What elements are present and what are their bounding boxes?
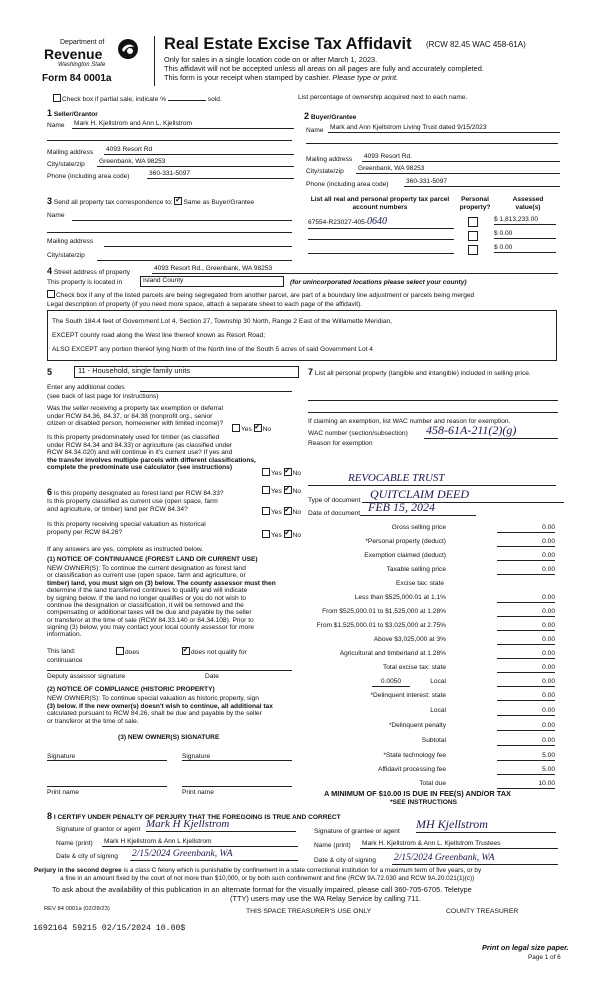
exemption-question (47, 405, 223, 428)
tax-label: Total excise tax: state (382, 664, 446, 671)
signature-label: Signature (182, 753, 211, 760)
grantor-signature[interactable]: Mark H Kjellstrom (146, 818, 296, 832)
corr-name-line2 (47, 232, 292, 233)
tax-label: *Personal property (deduct) (365, 538, 446, 545)
tax-label: Above $3,025,000 at 3% (373, 636, 446, 643)
tax-value[interactable]: 5.00 (497, 752, 555, 761)
certify: 8 I CERTIFY UNDER PENALTY OF PERJURY THAT THE FOREGOING IS TRUE AND CORRECT (47, 811, 341, 821)
corr-city-line[interactable] (97, 260, 292, 261)
print-name-label: Print name (47, 789, 79, 796)
continuance-heading: (1) NOTICE OF CONTINUANCE (FOREST LAND OR CURRENT USE) (47, 556, 258, 563)
seller-mail-label: Mailing address (47, 149, 94, 156)
tax-label: Subtotal (421, 737, 446, 744)
grantor-sig-label: Signature of grantor or agent (56, 826, 141, 833)
seller-name-line2 (47, 140, 292, 141)
seller-city-label: City/state/zip (47, 161, 85, 168)
seller-heading: 1 Seller/Grantor (47, 108, 98, 118)
wac-label: WAC number (section/subsection) (308, 430, 408, 437)
deputy-sig-line[interactable] (47, 670, 292, 671)
logo-state: Washington State (58, 62, 106, 68)
tax-label: Gross selling price (391, 524, 446, 531)
seller-name[interactable]: Mark H. Kjellstrom and Ann L. Kjellstrom (72, 120, 294, 129)
logo-dept: Department of (60, 39, 105, 46)
owner-print-line[interactable] (182, 786, 292, 787)
p-line: continue the designation or classification, it will be removed and the (47, 601, 244, 609)
parcel-row (308, 230, 558, 242)
tax-value[interactable]: 0.00 (497, 722, 555, 731)
signature-label: Signature (47, 753, 76, 760)
minimum-due: A MINIMUM OF $10.00 IS DUE IN FEE(S) AND/OR TAX (324, 789, 511, 798)
tax-value[interactable]: 0.00 (497, 552, 555, 561)
tax-label: Excise tax: state (396, 580, 445, 587)
q-line: complete the predominate use calculator (see instructions) (47, 464, 233, 472)
tax-value[interactable]: 0.00 (497, 707, 555, 716)
header-note-3: This form is your receipt when stamped by cashier. Please type or print. (164, 73, 399, 82)
does-option: does (116, 647, 139, 657)
exemption-reason[interactable]: REVOCABLE TRUST (308, 472, 556, 486)
p-line: by signing below. If the land no longer qualifies or you do not wish to (47, 594, 247, 602)
grantor-date[interactable]: 2/15/2024 Greenbank, WA (130, 849, 298, 861)
p-line: or transferor at the time of sale (RCW 84.33.140 or 84.34.108). Prior to (47, 616, 254, 624)
form-rcw: (RCW 82.45 WAC 458-61A) (426, 40, 526, 49)
timber-question (47, 434, 256, 472)
deputy-sig-label: Deputy assessor signature (47, 673, 126, 680)
this-land-label: This land: (47, 648, 76, 655)
doc-date-label: Date of document (308, 510, 361, 517)
buyer-city[interactable]: Greenbank, WA 98253 (356, 165, 560, 174)
header-divider (154, 36, 155, 86)
tax-label: *State technology fee (383, 752, 446, 759)
assessed-value[interactable]: $ 0.00 (494, 230, 556, 239)
personal-property-line[interactable] (308, 412, 558, 413)
tax-label: Taxable selling price (386, 566, 446, 573)
assessed-value[interactable]: $ 0.00 (494, 244, 556, 253)
doc-type-label: Type of document (308, 497, 361, 504)
owner-print-line[interactable] (47, 786, 167, 787)
personal-property-checkbox[interactable] (468, 231, 478, 241)
tax-value[interactable]: 0.00 (497, 692, 555, 701)
logo-agency: Revenue (44, 46, 103, 62)
county-note: (for unincorporated locations please select your county) (290, 279, 467, 286)
segregate-row: Check box if any of the listed parcels are being segregated from another parcel, are part of a boundary line adjustment or parcels being merged (47, 290, 474, 300)
dor-logo (36, 37, 148, 87)
grantee-name-label: Name (print) (314, 842, 351, 849)
tax-value[interactable]: 0.00 (497, 678, 555, 687)
grantee-date-label: Date & city of signing (314, 857, 376, 864)
q-line: under RCW 84.36, 84.37, or 84.38 (nonprofit org., senior (47, 412, 213, 420)
tax-label: Local (430, 707, 446, 714)
assessed-value[interactable]: $ 1,813,233.00 (494, 216, 556, 225)
street-address[interactable]: 4093 Resort Rd., Greenbank, WA 98253 (152, 265, 558, 274)
legal-label: Legal description of property (if you need more space, attach a separate sheet to each page of the affidavit). (47, 301, 363, 308)
section5-number: 5 (47, 367, 53, 377)
parcel-number[interactable] (308, 244, 454, 254)
q-line: Is this property predominately used for timber (as classified (47, 434, 220, 441)
tax-label: Total due (419, 780, 446, 787)
personal-col-header: Personal property? (459, 196, 491, 211)
tax-label: Agricultural and timberland at 1.28% (339, 650, 446, 657)
new-owner-sig-heading: (3) NEW OWNER(S) SIGNATURE (118, 734, 220, 741)
codes-hint: (see back of last page for instructions) (47, 393, 159, 400)
compliance-text (47, 695, 273, 725)
tax-value[interactable]: 5.00 (497, 766, 555, 775)
q-line: the transfer involves multiple parcels with different classifications, (47, 456, 256, 464)
tax-value[interactable]: 0.00 (497, 650, 555, 659)
treasurer-use: THIS SPACE TREASURER'S USE ONLY (246, 908, 372, 915)
correspondence-heading: 3 Send all property tax correspondence to: ✓ Same as Buyer/Grantee (47, 196, 254, 207)
dor-logo-icon (117, 38, 139, 60)
corr-city-label: City/state/zip (47, 252, 85, 259)
compliance-heading: (2) NOTICE OF COMPLIANCE (HISTORIC PROPERTY) (47, 686, 215, 693)
personal-property-checkbox[interactable] (468, 245, 478, 255)
land-use-select[interactable]: 11 - Household, single family units (74, 366, 299, 378)
page-number: Page 1 of 6 (528, 954, 561, 961)
assessed-col-header: Assessed value(s) (512, 196, 544, 211)
yes-checkbox[interactable] (262, 507, 270, 515)
p-line: information. (47, 631, 82, 639)
no-checkbox[interactable] (254, 424, 262, 432)
buyer-name-line2 (306, 143, 558, 144)
see-instructions: *SEE INSTRUCTIONS (390, 799, 458, 806)
parcel-col-header: List all real and personal property tax parcel account numbers (310, 196, 450, 211)
reason-label: Reason for exemption (308, 440, 373, 447)
historic-answer: Yes ✓ No (262, 530, 301, 540)
tax-value[interactable]: 0.00 (497, 524, 555, 533)
q-line: RCW 84.34.020) and will continue in it's current use? If yes and (47, 449, 233, 457)
availability-line-2: (TTY) users may use the WA Relay Service by calling 711. (230, 894, 421, 903)
tax-label: From $525,000.01 to $1,525,000 at 1.28% (322, 608, 446, 615)
seller-name-label: Name (47, 122, 65, 129)
tax-value[interactable]: 0.00 (497, 664, 555, 673)
personal-property-line[interactable] (308, 400, 558, 401)
grantee-date[interactable]: 2/15/2024 Greenbank, WA (392, 853, 558, 865)
seller-phone[interactable]: 360-331-5097 (147, 170, 294, 179)
section7-heading: 7 List all personal property (tangible and intangible) included in selling price. (308, 367, 531, 377)
grantor-name-label: Name (print) (56, 840, 93, 847)
perjury-line-2: a fine in an amount fixed by the court of not more than $10,000, or by both such confinement and fine (RCW 9A.72.030 and RCW 9A.20.021(1)(c)) (60, 875, 475, 882)
continuance-text (47, 565, 276, 639)
forest-question: 6 Is this property designated as forest land per RCW 84.33? (47, 487, 224, 497)
q-line: under RCW 84.34 and 84.33) or agriculture (as classified under (47, 441, 233, 449)
no-checkbox[interactable] (284, 468, 292, 476)
legal-description-box[interactable] (47, 310, 557, 361)
buyer-mail-label: Mailing address (306, 156, 353, 163)
q-line: and agriculture, or timber) land per RCW 84.34? (47, 505, 188, 513)
corr-name-line[interactable] (72, 220, 292, 221)
treasurer-stamp: 1692164 59215 02/15/2024 10.00$ (33, 924, 186, 933)
p-line: calculated pursuant to RCW 84.26, shall be due and payable by the seller (47, 710, 262, 718)
tax-label: *Delinquent penalty (388, 722, 446, 729)
buyer-city-label: City/state/zip (306, 168, 344, 175)
p-line: or transferor at the time of sale. (47, 717, 139, 725)
county-label: This property is located in (47, 279, 123, 286)
legal-line: EXCEPT county road along the West line thereof known as Resort Road; (52, 332, 266, 339)
county-treasurer: COUNTY TREASURER (446, 908, 519, 915)
availability-line-1: To ask about the availability of this publication in an alternate format for the visually impaired, please call 360-705-6705. Teletype (52, 885, 472, 894)
tax-label: Exemption claimed (deduct) (364, 552, 446, 559)
legal-line: ALSO EXCEPT any portion thereof lying North of the North line of the South 5 acres of said Government Lot 4 (52, 346, 373, 353)
p-line: NEW OWNER(S): To continue special valuation as historic property, sign (47, 695, 259, 702)
p-line: signing (3) below, you may contact your local county assessor for more (47, 624, 255, 631)
corr-mail-line[interactable] (104, 246, 292, 247)
p-line: NEW OWNER(S): To continue the current designation as forest land (47, 565, 246, 572)
yes-checkbox[interactable] (262, 468, 270, 476)
buyer-heading: 2 Buyer/Grantee (304, 111, 357, 121)
rev-number: REV 84 0001a (02/28/23) (44, 906, 110, 912)
header-note-1: Only for sales in a single location code on or after March 1, 2023. (164, 55, 378, 64)
continuance-label: continuance (47, 657, 83, 664)
grantor-name[interactable]: Mark H Kjellstrom & Ann L Kjellstrom (102, 838, 298, 847)
no-checkbox[interactable] (284, 507, 292, 515)
does-not-checkbox[interactable] (182, 647, 190, 655)
yes-checkbox[interactable] (232, 424, 240, 432)
tax-label: From $1,525,000.01 to $3,025,000 at 2.75% (316, 622, 446, 629)
parcel-number[interactable]: 67554-R23027-405-0640 (308, 216, 454, 229)
timber-answer: Yes ✓ No (262, 468, 301, 478)
partial-sale-checkbox[interactable] (53, 94, 61, 102)
buyer-name-label: Name (306, 127, 324, 134)
p-line: timber) land, you must sign on (3) below. The county assessor must then (47, 579, 276, 587)
street-label: 4 Street address of property (47, 266, 131, 276)
parcel-row (308, 244, 558, 256)
parcel-row (308, 216, 558, 228)
tax-value[interactable]: 0.00 (497, 737, 555, 746)
current-use-question (47, 498, 218, 513)
q-line: Was the seller receiving a property tax exemption or deferral (47, 405, 224, 412)
print-name-label: Print name (182, 789, 214, 796)
no-checkbox[interactable] (284, 486, 292, 494)
wac-intro: If claiming an exemption, list WAC number and reason for exemption. (308, 418, 511, 425)
tax-value[interactable]: 0.00 (497, 636, 555, 645)
buyer-phone[interactable]: 360-331-5097 (404, 178, 560, 187)
yes-checkbox[interactable] (262, 486, 270, 494)
legal-paper-note: Print on legal size paper. (482, 943, 569, 952)
seller-phone-label: Phone (including area code) (47, 173, 130, 180)
p-line: compensating or additional taxes will be due and payable by the seller (47, 609, 252, 617)
buyer-name[interactable]: Mark and Ann Kjellstrom Living Trust dated 9/15/2023 (328, 124, 560, 133)
current-use-answer: Yes ✓ No (262, 507, 301, 517)
does-checkbox[interactable] (116, 647, 124, 655)
grantee-name[interactable]: Mark H. Kjellstrom & Ann L. Kjellstrom Trustees (360, 840, 558, 849)
buyer-mail[interactable]: 4093 Resort Rd. (362, 153, 560, 162)
tax-value[interactable]: 0.00 (497, 608, 555, 617)
tax-label: Affidavit processing fee (377, 766, 446, 773)
q-line: Is this property receiving special valuation as historical (47, 521, 206, 528)
tax-value[interactable]: 0.00 (497, 538, 555, 547)
list-percentage-note: List percentage of ownership acquired next to each name. (298, 94, 468, 101)
grantor-date-label: Date & city of signing (56, 853, 118, 860)
perjury-line-1: Perjury in the second degree is a class C felony which is punishable by confinement in a state correctional institution for a maximum term of five years, or by (34, 867, 482, 874)
corr-name-label: Name (47, 212, 65, 219)
no-checkbox[interactable] (284, 530, 292, 538)
legal-line: The South 184.4 feet of Government Lot 4, Section 27, Township 30 North, Range 2 East of the Willamette Meridian, (52, 318, 393, 325)
codes-line[interactable] (140, 391, 292, 392)
form-number: Form 84 0001a (42, 73, 112, 84)
same-as-buyer-checkbox[interactable] (174, 197, 182, 205)
corr-mail-label: Mailing address (47, 238, 94, 245)
tax-label: Local (430, 678, 446, 685)
codes-label: Enter any additional codes (47, 384, 125, 391)
exemption-answer: Yes ✓ No (232, 424, 271, 434)
county-select[interactable]: Island County (140, 276, 284, 287)
tax-label: Less than $525,000.01 at 1.1% (354, 594, 446, 601)
buyer-phone-label: Phone (including area code) (306, 181, 389, 188)
yes-checkbox[interactable] (262, 530, 270, 538)
seller-city[interactable]: Greenbank, WA 98253 (97, 158, 294, 167)
local-rate: 0.0050 (372, 678, 410, 687)
p-line: determine if the land transferred continues to qualify and will indicate (47, 587, 248, 595)
form-title: Real Estate Excise Tax Affidavit (164, 35, 412, 53)
segregate-checkbox[interactable] (47, 290, 55, 298)
partial-sale: Check box if partial sale, indicate % sold. (53, 94, 222, 104)
deputy-date-label: Date (205, 673, 219, 680)
tax-value[interactable]: 0.00 (497, 622, 555, 631)
q-line: citizen or disabled person, homeowner with limited income)? (47, 420, 224, 428)
p-line: (3) below. If the new owner(s) doesn't wish to continue, all additional tax (47, 702, 273, 710)
grantee-signature[interactable]: MH Kjellstrom (416, 818, 556, 833)
forest-answer: Yes ✓ No (262, 486, 301, 496)
wac-number[interactable]: 458-61A-211(2)(g) (424, 424, 558, 439)
parcel-number[interactable] (308, 230, 454, 240)
tax-value[interactable]: 0.00 (497, 594, 555, 603)
tax-label: *Delinquent interest: state (370, 692, 446, 699)
tax-value[interactable]: 0.00 (497, 566, 555, 575)
q-line: Is this property classified as current use (open space, farm (47, 498, 218, 505)
q-line: property per RCW 84.26? (47, 528, 123, 536)
personal-property-checkbox[interactable] (468, 217, 478, 227)
header-note-2: This affidavit will not be accepted unless all areas on all pages are fully and accurately completed. (164, 64, 484, 73)
p-line: or classification as current use (open space, farm and agriculture, or (47, 572, 246, 580)
historic-question (47, 521, 206, 536)
tax-value[interactable]: 10.00 (497, 780, 555, 789)
seller-mail[interactable]: 4093 Resort Rd (104, 146, 294, 155)
grantee-sig-label: Signature of grantee or agent (314, 828, 400, 835)
does-not-option: ✓ does not qualify for (182, 647, 247, 657)
section6-note: If any answers are yes, complete as instructed below. (47, 546, 204, 553)
doc-date[interactable]: FEB 15, 2024 (360, 501, 476, 516)
doc-type[interactable]: QUITCLAIM DEED (362, 488, 564, 503)
